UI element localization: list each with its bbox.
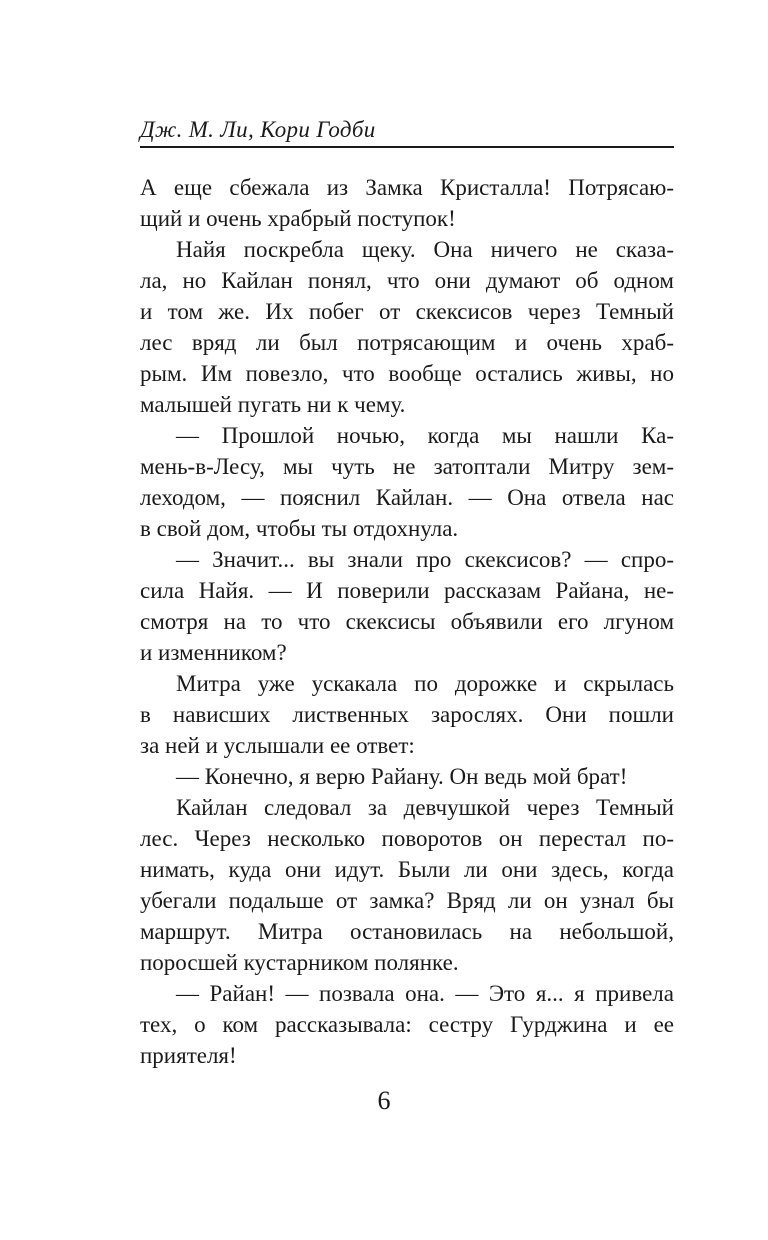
text-line: тех, о ком рассказывала: сестру Гурджина и ее xyxy=(140,1012,674,1037)
text-line: в нависших лиственных зарослях. Они пошли xyxy=(140,702,674,727)
text-line: приятеля! xyxy=(140,1043,237,1068)
text-line: маршрут. Митра остановилась на небольшой, xyxy=(140,919,674,944)
page-number: 6 xyxy=(377,1086,391,1115)
running-title: Дж. М. Ли, Кори Годби xyxy=(140,117,376,142)
text-line: Кайлан следовал за девчушкой через Темный xyxy=(176,795,674,820)
text-line: — Прошлой ночью, когда мы нашли Ка- xyxy=(176,423,674,448)
text-line: леходом, — пояснил Кайлан. — Она отвела нас xyxy=(140,485,674,510)
text-line: лес вряд ли был потрясающим и очень храб- xyxy=(140,330,674,355)
text-line: А еще сбежала из Замка Кристалла! Потрясаю- xyxy=(140,175,674,200)
text-line: Найя поскребла щеку. Она ничего не сказа- xyxy=(176,237,674,262)
text-line: в свой дом, чтобы ты отдохнула. xyxy=(140,516,459,541)
text-line: и изменником? xyxy=(140,640,287,665)
text-line: щий и очень храбрый поступок! xyxy=(140,206,456,231)
running-header xyxy=(140,116,674,148)
text-line: и том же. Их побег от скексисов через Темный xyxy=(140,299,674,324)
text-line: поросшей кустарником полянке. xyxy=(140,950,459,975)
text-line: мень-в-Лесу, мы чуть не затоптали Митру зем- xyxy=(140,454,674,479)
text-line: рым. Им повезло, что вообще остались живы, но xyxy=(140,361,674,386)
text-line: за ней и услышали ее ответ: xyxy=(140,733,415,758)
text-line: нимать, куда они идут. Были ли они здесь, когда xyxy=(140,857,674,882)
text-line: ла, но Кайлан понял, что они думают об одном xyxy=(140,268,674,293)
body-text xyxy=(140,172,674,1071)
text-line: убегали подальше от замка? Вряд ли он узнал бы xyxy=(140,888,674,913)
text-line: малышей пугать ни к чему. xyxy=(140,392,406,417)
text-line: смотря на то что скексисы объявили его лгуном xyxy=(140,609,674,634)
text-line: лес. Через несколько поворотов он перестал по- xyxy=(140,826,674,851)
text-line: Митра уже ускакала по дорожке и скрылась xyxy=(176,671,674,696)
text-line: — Райан! — позвала она. — Это я... я привела xyxy=(176,981,674,1006)
text-line: сила Найя. — И поверили рассказам Райана, не- xyxy=(140,578,674,603)
text-line: — Значит... вы знали про скексисов? — спро- xyxy=(176,547,674,572)
text-line: — Конечно, я верю Райану. Он ведь мой брат! xyxy=(176,764,628,789)
